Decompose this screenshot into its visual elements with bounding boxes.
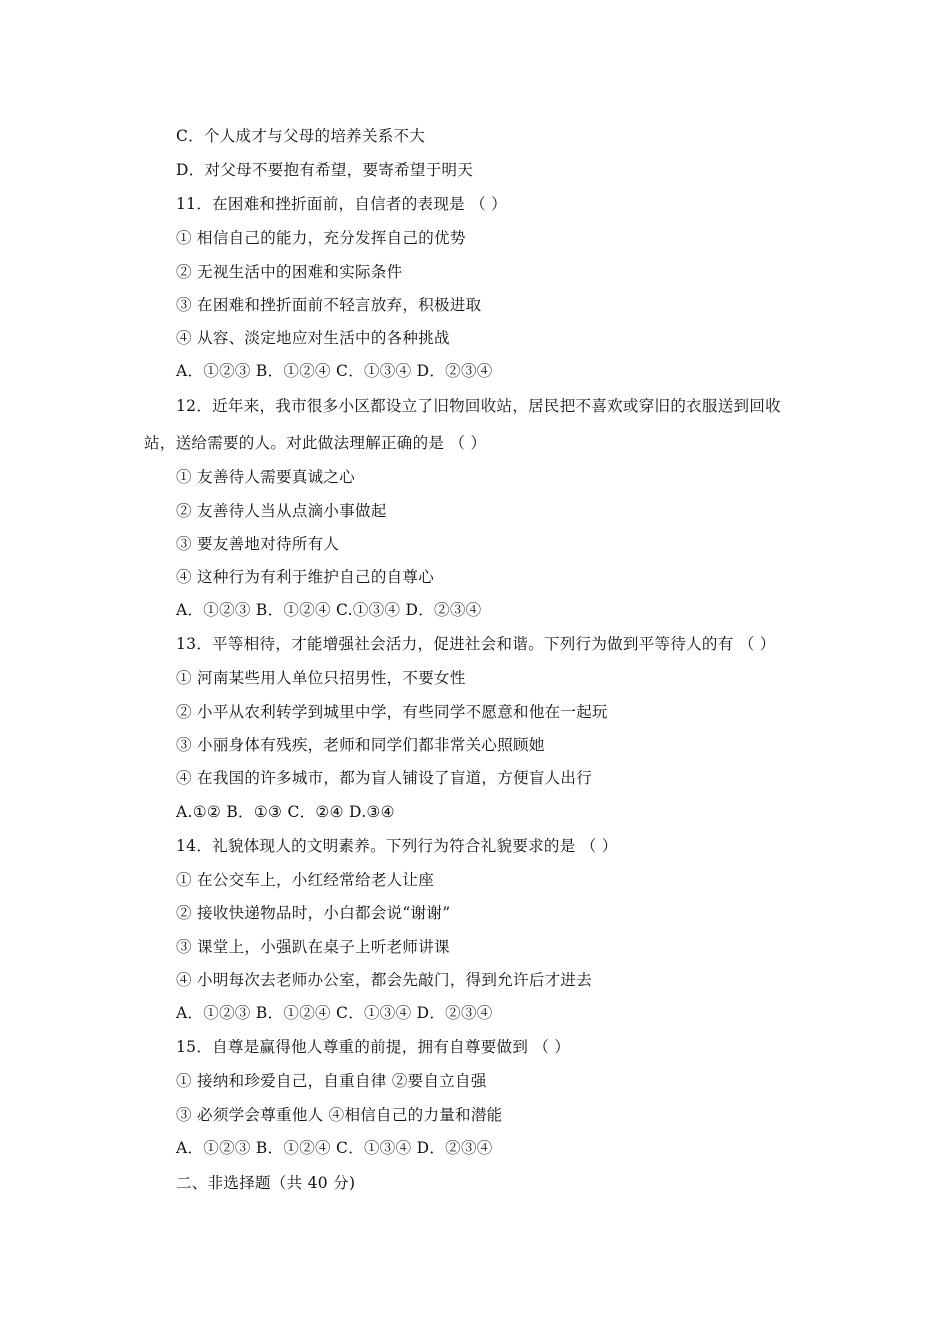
q14-statement-4: ④ 小明每次去老师办公室，都会先敲门，得到允许后才进去 bbox=[176, 971, 593, 989]
q12-statement-1: ① 友善待人需要真诚之心 bbox=[176, 468, 356, 486]
q11-statement-3: ③ 在困难和挫折面前不轻言放弃，积极进取 bbox=[176, 296, 482, 314]
option-d-q10: D．对父母不要抱有希望，要寄希望于明天 bbox=[176, 161, 474, 179]
question-12-continued: 站，送给需要的人。对此做法理解正确的是 （ ） bbox=[144, 434, 487, 452]
q13-statement-2: ② 小平从农利转学到城里中学，有些同学不愿意和他在一起玩 bbox=[176, 703, 608, 721]
q12-statement-2: ② 友善待人当从点滴小事做起 bbox=[176, 502, 387, 520]
q11-statement-2: ② 无视生活中的困难和实际条件 bbox=[176, 263, 403, 281]
question-14: 14．礼貌体现人的文明素养。下列行为符合礼貌要求的是 （ ） bbox=[176, 837, 618, 855]
q11-options: A．①②③ B．①②④ C．①③④ D．②③④ bbox=[176, 362, 493, 380]
q13-statement-3: ③ 小丽身体有残疾，老师和同学们都非常关心照顾她 bbox=[176, 736, 545, 754]
q15-statement-1-2: ① 接纳和珍爱自己，自重自律 ②要自立自强 bbox=[176, 1072, 487, 1090]
q13-options: A.①② B．①③ C．②④ D.③④ bbox=[176, 803, 395, 821]
question-13: 13．平等相待，才能增强社会活力，促进社会和谐。下列行为做到平等待人的有 （ ） bbox=[176, 635, 776, 653]
q14-statement-1: ① 在公交车上，小红经常给老人让座 bbox=[176, 871, 435, 889]
q15-options: A．①②③ B．①②④ C．①③④ D．②③④ bbox=[176, 1139, 493, 1157]
q12-options: A．①②③ B．①②④ C.①③④ D．②③④ bbox=[176, 601, 482, 619]
q11-statement-4: ④ 从容、淡定地应对生活中的各种挑战 bbox=[176, 329, 450, 347]
question-12: 12．近年来，我市很多小区都设立了旧物回收站，居民把不喜欢或穿旧的衣服送到回收 bbox=[176, 397, 781, 415]
q14-statement-3: ③ 课堂上，小强趴在桌子上听老师讲课 bbox=[176, 938, 450, 956]
q13-statement-4: ④ 在我国的许多城市，都为盲人铺设了盲道，方便盲人出行 bbox=[176, 769, 593, 787]
question-11: 11．在困难和挫折面前，自信者的表现是 （ ） bbox=[176, 195, 507, 213]
section-heading-non-choice: 二、非选择题（共 40 分) bbox=[176, 1174, 356, 1192]
q12-statement-3: ③ 要友善地对待所有人 bbox=[176, 535, 340, 553]
q12-statement-4: ④ 这种行为有利于维护自己的自尊心 bbox=[176, 568, 435, 586]
q14-options: A．①②③ B．①②④ C．①③④ D．②③④ bbox=[176, 1004, 493, 1022]
option-c-q10: C．个人成才与父母的培养关系不大 bbox=[176, 127, 426, 145]
q11-statement-1: ① 相信自己的能力，充分发挥自己的优势 bbox=[176, 229, 466, 247]
q14-statement-2: ② 接收快递物品时，小白都会说“谢谢” bbox=[176, 904, 451, 922]
q13-statement-1: ① 河南某些用人单位只招男性，不要女性 bbox=[176, 669, 466, 687]
q15-statement-3-4: ③ 必须学会尊重他人 ④相信自己的力量和潜能 bbox=[176, 1106, 503, 1124]
question-15: 15．自尊是赢得他人尊重的前提，拥有自尊要做到 （ ） bbox=[176, 1038, 571, 1056]
